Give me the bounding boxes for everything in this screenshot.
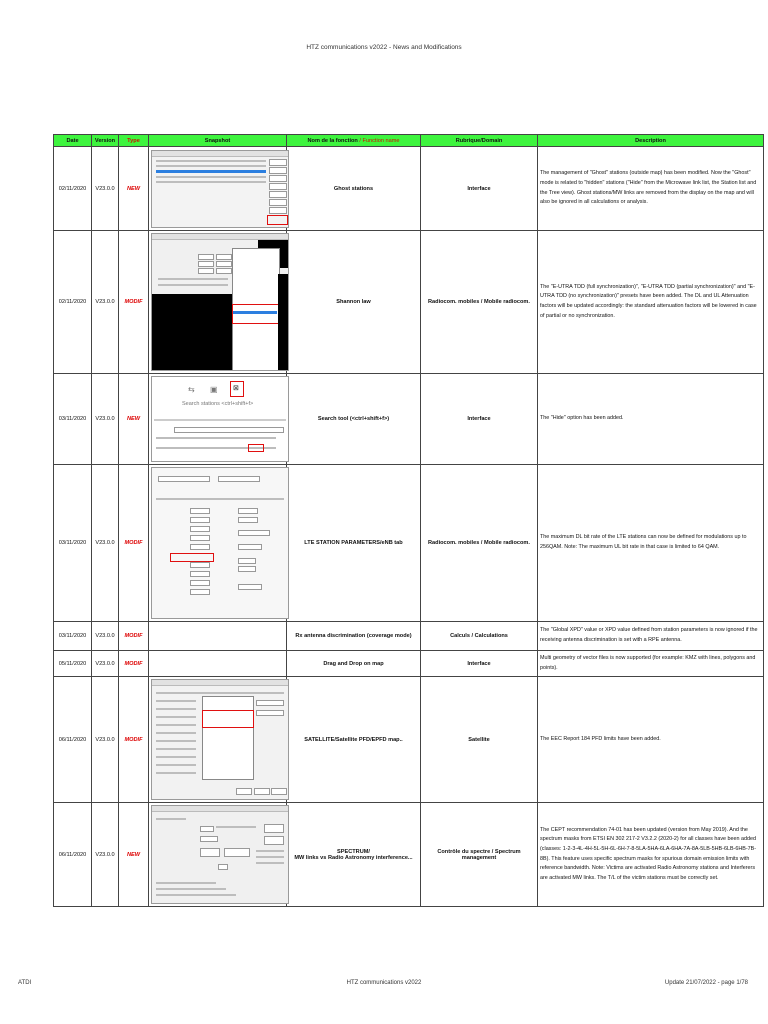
row-function-name: LTE STATION PARAMETERS/eNB tab xyxy=(287,465,421,622)
row-snapshot xyxy=(149,677,287,803)
row-version: V23.0.0 xyxy=(92,147,119,231)
header-function-fr: Nom de la fonction xyxy=(307,137,358,144)
table-row xyxy=(54,677,764,803)
row-snapshot xyxy=(149,622,287,651)
row-description: The "Hide" option has been added. xyxy=(538,374,764,465)
table-row xyxy=(54,147,764,231)
table-row xyxy=(54,374,764,465)
row-type: MODIF xyxy=(119,622,149,651)
header-domain: Rubrique/Domain xyxy=(421,135,538,147)
header-function-name xyxy=(287,135,421,147)
row-domain: Interface xyxy=(421,651,538,677)
row-description: The management of "Ghost" stations (outside map) has been modified. Now the "Ghost" mode is related to "hidden" stations ("Hide" from the Microwave link list, the Station list and the Tree view). Ghost stations/MW links are removed from the display on the map and will also be ignored in all calculations or analysis. xyxy=(538,147,764,231)
table-row xyxy=(54,803,764,907)
row-version: V23.0.0 xyxy=(92,651,119,677)
row-description: The "Global XPD" value or XPD value defined from station parameters is now ignored if the receiving antenna discrimination is set with a RPE antenna. xyxy=(538,622,764,651)
row-domain: Radiocom. mobiles / Mobile radiocom. xyxy=(421,465,538,622)
row-domain: Radiocom. mobiles / Mobile radiocom. xyxy=(421,231,538,374)
snapshot-spectrum-mw-links xyxy=(151,805,289,904)
table-row xyxy=(54,622,764,651)
row-function-name: Shannon law xyxy=(287,231,421,374)
row-domain: Satellite xyxy=(421,677,538,803)
row-date: 02/11/2020 xyxy=(54,231,92,374)
row-type: NEW xyxy=(119,374,149,465)
page-footer xyxy=(0,980,768,990)
search-stations-label: Search stations <ctrl+shift+f> xyxy=(182,401,254,407)
row-snapshot xyxy=(149,231,287,374)
row-date: 05/11/2020 xyxy=(54,651,92,677)
row-description: The EEC Report 184 PFD limits have been added. xyxy=(538,677,764,803)
row-domain: Interface xyxy=(421,147,538,231)
row-date: 03/11/2020 xyxy=(54,622,92,651)
header-snapshot: Snapshot xyxy=(149,135,287,147)
row-function-line1: SPECTRUM/ xyxy=(337,848,370,855)
row-version: V23.0.0 xyxy=(92,803,119,907)
page-header: HTZ communications v2022 - News and Modifications xyxy=(306,44,462,51)
footer-update-page: Update 21/07/2022 - page 1/78 xyxy=(664,980,748,986)
snapshot-lte-station-parameters xyxy=(151,467,289,619)
row-description: The "E-UTRA TDD (full synchronization)", "E-UTRA TDD (partial synchronization)" and "E-UTRA TDD (no synchronization)" presets have been added. The DL and UL Attenuation factors will be updated accordingly: the standard attenuation factors will be lowered in case of partial or no synchronization. xyxy=(538,231,764,374)
row-function-name: Ghost stations xyxy=(287,147,421,231)
row-function-name: Drag and Drop on map xyxy=(287,651,421,677)
row-function-line2: MW links vs Radio Astronomy interference... xyxy=(294,854,413,861)
row-type: MODIF xyxy=(119,677,149,803)
header-date: Date xyxy=(54,135,92,147)
row-version: V23.0.0 xyxy=(92,622,119,651)
table-header-row xyxy=(54,135,764,147)
header-description: Description xyxy=(538,135,764,147)
row-version: V23.0.0 xyxy=(92,231,119,374)
row-description: The CEPT recommendation 74-01 has been updated (version from May 2019). And the spectrum masks from ETSI EN 302 217-2 V3.2.2 (2020-2) for all classes have been added (classes: 1-2-3-4L-4H-5L-5H-6L-6H-7-8-5LA-5HA-6LA-6HA-7A-8A-5LB-5HB-6LB-6HB-7B-8B). This feature uses specific spectrum masks for spurious domain emission limits with reference bandwidth. Note: Victims are activated Radio Astronomy stations and Interferers are activated MW links. The T/L of the victim stations must be correctly set. xyxy=(538,803,764,907)
news-table xyxy=(53,134,764,907)
row-date: 02/11/2020 xyxy=(54,147,92,231)
snapshot-satellite-pfd xyxy=(151,679,289,800)
table-row xyxy=(54,465,764,622)
row-type: NEW xyxy=(119,803,149,907)
row-function-name: Search tool (<ctrl+shift+f>) xyxy=(287,374,421,465)
row-domain: Interface xyxy=(421,374,538,465)
footer-company: ATDI xyxy=(18,980,32,986)
table-row xyxy=(54,231,764,374)
header-version: Version xyxy=(92,135,119,147)
row-type: NEW xyxy=(119,147,149,231)
row-snapshot xyxy=(149,147,287,231)
row-type: MODIF xyxy=(119,465,149,622)
row-snapshot xyxy=(149,651,287,677)
row-function-name: SATELLITE/Satellite PFD/EPFD map.. xyxy=(287,677,421,803)
row-date: 03/11/2020 xyxy=(54,465,92,622)
header-function-en: / Function name xyxy=(357,137,400,144)
row-snapshot xyxy=(149,374,287,465)
row-snapshot xyxy=(149,803,287,907)
row-type: MODIF xyxy=(119,231,149,374)
row-domain: Contrôle du spectre / Spectrum management xyxy=(421,803,538,907)
row-description: Multi geometry of vector files is now supported (for example: KMZ with lines, polygons and points). xyxy=(538,651,764,677)
row-function-name: Rx antenna discrimination (coverage mode) xyxy=(287,622,421,651)
snapshot-ghost-stations xyxy=(151,150,289,228)
row-version: V23.0.0 xyxy=(92,677,119,803)
row-domain: Calculs / Calculations xyxy=(421,622,538,651)
row-date: 03/11/2020 xyxy=(54,374,92,465)
row-type: MODIF xyxy=(119,651,149,677)
row-function-name xyxy=(287,803,421,907)
row-version: V23.0.0 xyxy=(92,465,119,622)
row-snapshot xyxy=(149,465,287,622)
row-description: The maximum DL bit rate of the LTE stations can now be defined for modulations up to 256QAM. Note: The maximum UL bit rate in that case is limited to 64 QAM. xyxy=(538,465,764,622)
row-version: V23.0.0 xyxy=(92,374,119,465)
snapshot-search-tool: ⇆ ▣ ⊠ Search stations <ctrl+shift+f> xyxy=(151,376,289,462)
header-type: Type xyxy=(119,135,149,147)
row-date: 06/11/2020 xyxy=(54,677,92,803)
footer-product: HTZ communications v2022 xyxy=(346,980,422,986)
row-date: 06/11/2020 xyxy=(54,803,92,907)
table-row xyxy=(54,651,764,677)
snapshot-shannon-law xyxy=(151,233,289,371)
